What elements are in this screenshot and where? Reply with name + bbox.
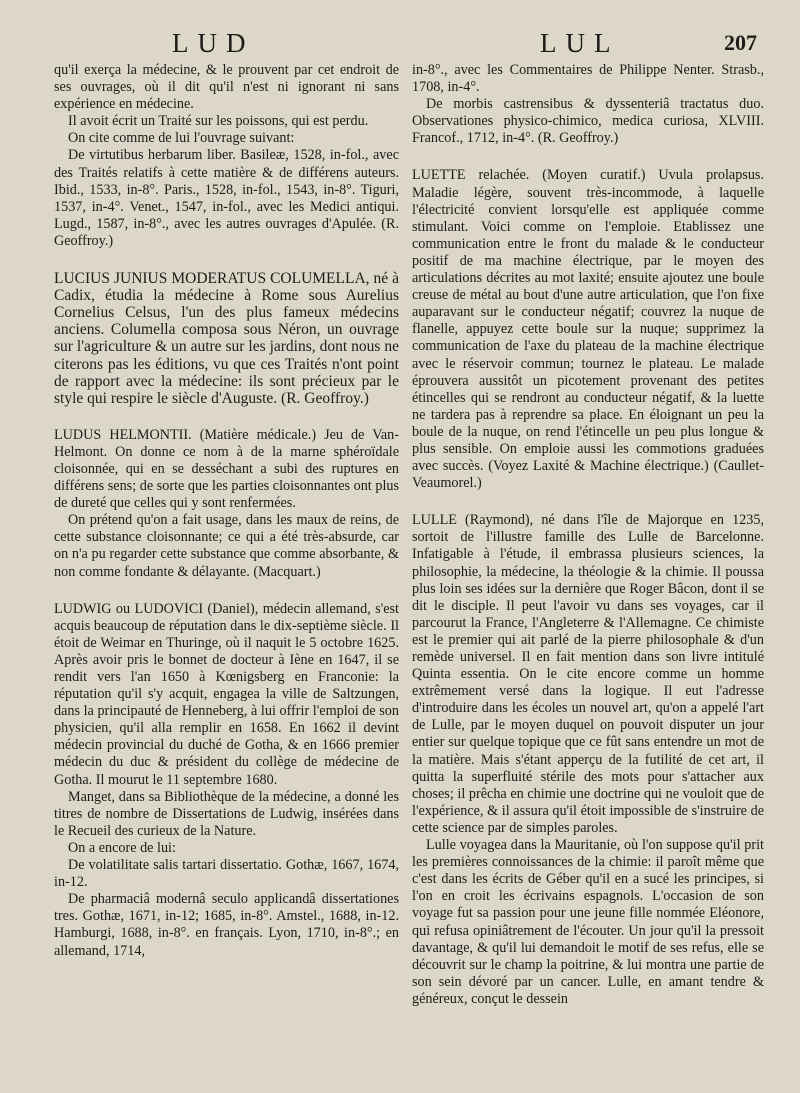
running-header bbox=[0, 28, 800, 60]
entry-ludus-helmontii: LUDUS HELMONTII. (Matière médicale.) Jeu de Van-Helmont. On donne ce nom à de la marne sphéroïdale cloisonnée, qui en se desséchant a subi des ruptures en différens sens; de sorte que les parties cloisonnantes ont plus de dureté que celles qui y sont renfermées. bbox=[54, 426, 399, 512]
paragraph: On cite comme de lui l'ouvrage suivant: bbox=[68, 130, 295, 147]
bibliography-entry: De virtutibus herbarum liber. Basileæ, 1528, in-fol., avec des Traités relatifs à cette matière & de différens auteurs. Ibid., 1533, in-8°. Paris., 1528, in-fol., 1543, in-8°. Tiguri, 1537, in-4°. Venet., 1547, in-fol., avec les Medici antiqui. Lugd., 1587, in-8°., avec les autres ouvrages d'Apulée. (R. Geoffroy.) bbox=[54, 147, 399, 249]
header-right-guideword: LUL bbox=[540, 28, 620, 58]
paragraph: On a encore de lui: bbox=[68, 839, 176, 856]
paragraph: in-8°., avec les Commentaires de Philippe Nenter. Strasb., 1708, in-4°. bbox=[412, 62, 764, 96]
paragraph: Il avoit écrit un Traité sur les poissons, qui est perdu. bbox=[68, 113, 369, 130]
paragraph: On prétend qu'on a fait usage, dans les maux de reins, de cette substance cloisonnante; ce qui a été très-absurde, car on n'a pu regarder cette substance que comme absorbante, & non comme fondante & délayante. (Macquart.) bbox=[54, 512, 399, 580]
bibliography-entry: De volatilitate salis tartari dissertatio. Gothæ, 1667, 1674, in-12. bbox=[54, 857, 399, 891]
right-column bbox=[412, 62, 764, 1008]
paragraph: Manget, dans sa Bibliothèque de la médecine, a donné les titres de nombre de Dissertations de Ludwig, insérées dans le Recueil des curieux de la Nature. bbox=[54, 788, 399, 839]
bibliography-entry: De morbis castrensibus & dyssenteriâ tractatus duo. Observationes physico-chimico, medica curiosa, XLVIII. Francof., 1712, in-4°. (R. Geoffroy.) bbox=[412, 96, 764, 147]
entry-ludwig: LUDWIG ou LUDOVICI (Daniel), médecin allemand, s'est acquis beaucoup de réputation dans le dix-septième siècle. Il étoit de Weimar en Thuringe, où il naquit le 5 octobre 1625. Après avoir pris le bonnet de docteur à Iène en 1647, il se rendit vers l'an 1650 à Kœnigsberg en Franconie: la réputation qu'il s'y acquit, engagea la ville de Saltzungen, dans la principauté de Henneberg, à lui offrir l'emploi de son physicien, qu'il alla remplir en 1658. En 1662 il devint médecin provincial du duché de Gotha, & en 1666 premier médecin du duc & président du collège de médecine de Gotha. Il mourut le 11 septembre 1680. bbox=[54, 600, 399, 788]
entry-luette: LUETTE relachée. (Moyen curatif.) Uvula prolapsus. Maladie légère, souvent très-incommode, à laquelle l'électricité convient lorsqu'elle est appliquée comme stimulant. Voici comme on l'emploie. Etablissez une communication entre le front du malade & le conducteur positif de ma machine électrique, par le moyen des articulations décrites au mot laxité; ensuite ajoutez une boule creuse de métal au bout d'une autre articulation, que l'on fixe auparavant sur le conducteur négatif; couvrez la nuque de flanelle, appuyez cette boule sur la nuque; supprimez la communication de l'axe du plateau de la machine électrique avec le réservoir commun; tournez le plateau. Le malade éprouvera aussitôt un picotement provenant des petites étincelles qui se rendront au conducteur négatif, & la luette ne tardera pas à reprendre sa place. En éloignant un peu la boule de la nuque, on rend l'étincelle un peu plus longue & plus sensible. On emploie aussi les commotions graduées avec succès. (Voyez Laxité & Machine électrique.) (Caullet-Veaumorel.) bbox=[412, 167, 764, 492]
bibliography-entry: De pharmaciâ modernâ seculo applicandâ dissertationes tres. Gothæ, 1671, in-12; 1685, in-8°. Amstel., 1688, in-12. Hamburgi, 1688, in-8°. en français. Lyon, 1710, in-8°.; en allemand, 1714, bbox=[54, 891, 399, 959]
paragraph: qu'il exerça la médecine, & le prouvent par cet endroit de ses ouvrages, où il dit qu'il n'est ni ignorant ni sans expérience en médecine. bbox=[54, 62, 399, 113]
paragraph: Lulle voyagea dans la Mauritanie, où l'on suppose qu'il prit les premières connoissances de la chimie: il paroît même que c'est dans les écrits de Géber qu'il en a sucé les principes, si l'on en croit les écrivains espagnols. L'occasion de son voyage fut sa passion pour une jeune fille nommée Eléonore, qui refusa opiniâtrement de l'écouter. Un jour qu'il la pressoit davantage, & qu'il lui demandoit le motif de ses refus, elle se découvrit sur le champ la poitrine, & lui montra une partie de son sein dévoré par un cancer. Lulle, en amant tendre & généreux, conçut le dessein bbox=[412, 837, 764, 1007]
left-column bbox=[54, 62, 399, 960]
page-number: 207 bbox=[724, 30, 757, 55]
entry-lulle: LULLE (Raymond), né dans l'île de Majorque en 1235, sortoit de l'illustre famille des Lulle de Barcelonne. Infatigable à l'étude, il embrassa plusieurs sciences, la philosophie, la médecine, la théologie & la chimie. Il poussa plus loin ses idées sur la dernière que Roger Bâcon, dont il se dit le disciple. Il peut l'avoir vu dans ses voyages, car il parcourut la France, l'Angleterre & l'Allemagne. Ce chimiste est le premier qui ait parlé de la pierre philosophale & d'un remède universel. Il en fait mention dans son livre intitulé Quinta essentia. On le cite encore comme un homme extrêmement versé dans la logique. Il eut l'adresse d'introduire dans les écoles un nouvel art, qu'on a appelé l'art de Lulle, par le moyen duquel on pouvoit disputer un jour entier sur quelque topique que ce fût sans entendre un mot de la matière. Mais s'étant apperçu de la futilité de cet art, il quitta la superfluité stérile des mots pour s'attacher aux choses; il prêcha en chimie une doctrine qui ne vouloit que de l'expérience, & il assura qu'il étoit impossible de s'instruire de cette science par de simples paroles. bbox=[412, 512, 764, 836]
entry-columella: LUCIUS JUNIUS MODERATUS COLUMELLA, né à Cadix, étudia la médecine à Rome sous Aurelius Cornelius Celsus, l'un des plus fameux médecins anciens. Columella composa sous Néron, un ouvrage sur l'agriculture & un autre sur les jardins, dont nous ne citerons pas les éditions, vu que ces Traités n'ont point de rapport avec la médecine: ils sont précieux par le style qui respire le siècle d'Auguste. (R. Geoffroy.) bbox=[54, 270, 399, 407]
header-left-guideword: LUD bbox=[172, 28, 255, 58]
